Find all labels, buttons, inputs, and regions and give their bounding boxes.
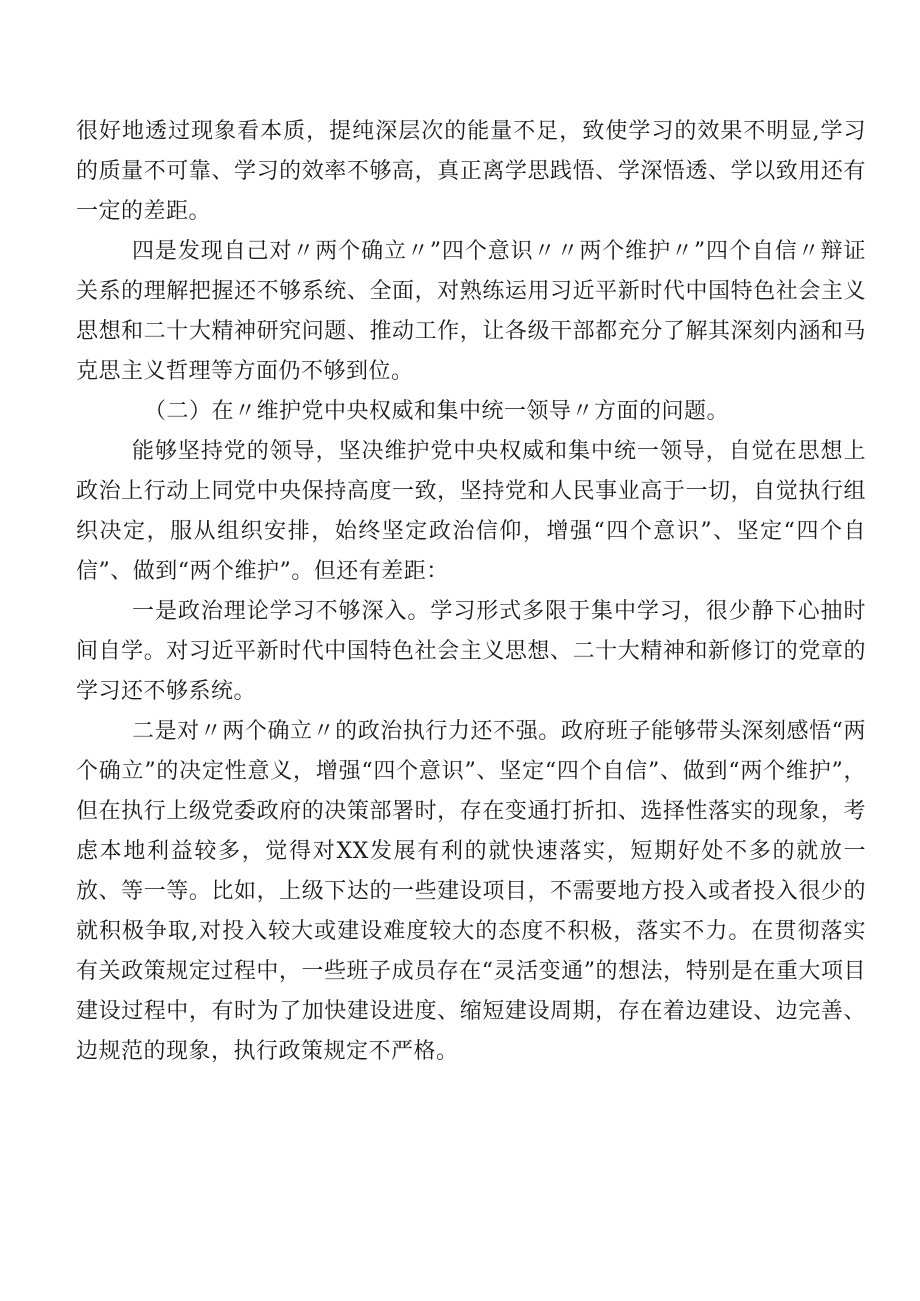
paragraph-point-one: 一是政治理论学习不够深入。学习形式多限于集中学习，很少静下心抽时间自学。对习近平新时代中国特色社会主义思想、二十大精神和新修订的党章的学习还不够系统。 [76, 599, 866, 704]
paragraph-point-two: 二是对〃两个确立〃的政治执行力还不强。政府班子能够带头深刻感悟“两个确立”的决定性意义，增强“四个意识”、坚定“四个自信”、做到“两个维护”，但在执行上级党委政府的决策部署时，存在变通打折扣、选择性落实的现象，考虑本地利益较多，觉得对XX发展有利的就快速落实，短期好处不多的就放一放、等一等。比如，上级下达的一些建设项目，不需要地方投入或者投入很少的就积极争取,对投入较大或建设难度较大的态度不积极，落实不力。在贯彻落实有关政策规定过程中，一些班子成员存在“灵活变通”的想法，特别是在重大项目建设过程中，有时为了加快建设进度、缩短建设周期，存在着边建设、边完善、边规范的现象，执行政策规定不严格。 [76, 719, 866, 1064]
section-heading-two: （二）在〃维护党中央权威和集中统一领导〃方面的问题。 [144, 399, 730, 424]
paragraph-continuation: 很好地透过现象看本质，提纯深层次的能量不足，致使学习的效果不明显,学习的质量不可靠、学习的效率不够高，真正离学思践悟、学深悟透、学以致用还有一定的差距。 [76, 119, 866, 224]
paragraph-party-leadership: 能够坚持党的领导，坚决维护党中央权威和集中统一领导，自觉在思想上政治上行动上同党中央保持高度一致，坚持党和人民事业高于一切，自觉执行组织决定，服从组织安排，始终坚定政治信仰，增强“四个意识”、坚定“四个自信”、做到“两个维护”。但还有差距： [76, 439, 866, 584]
document-body [76, 112, 866, 1072]
paragraph-point-four: 四是发现自己对〃两个确立〃”四个意识〃〃两个维护〃”四个自信〃辩证关系的理解把握还不够系统、全面，对熟练运用习近平新时代中国特色社会主义思想和二十大精神研究问题、推动工作，让各级干部都充分了解其深刻内涵和马克思主义哲理等方面仍不够到位。 [76, 239, 866, 384]
